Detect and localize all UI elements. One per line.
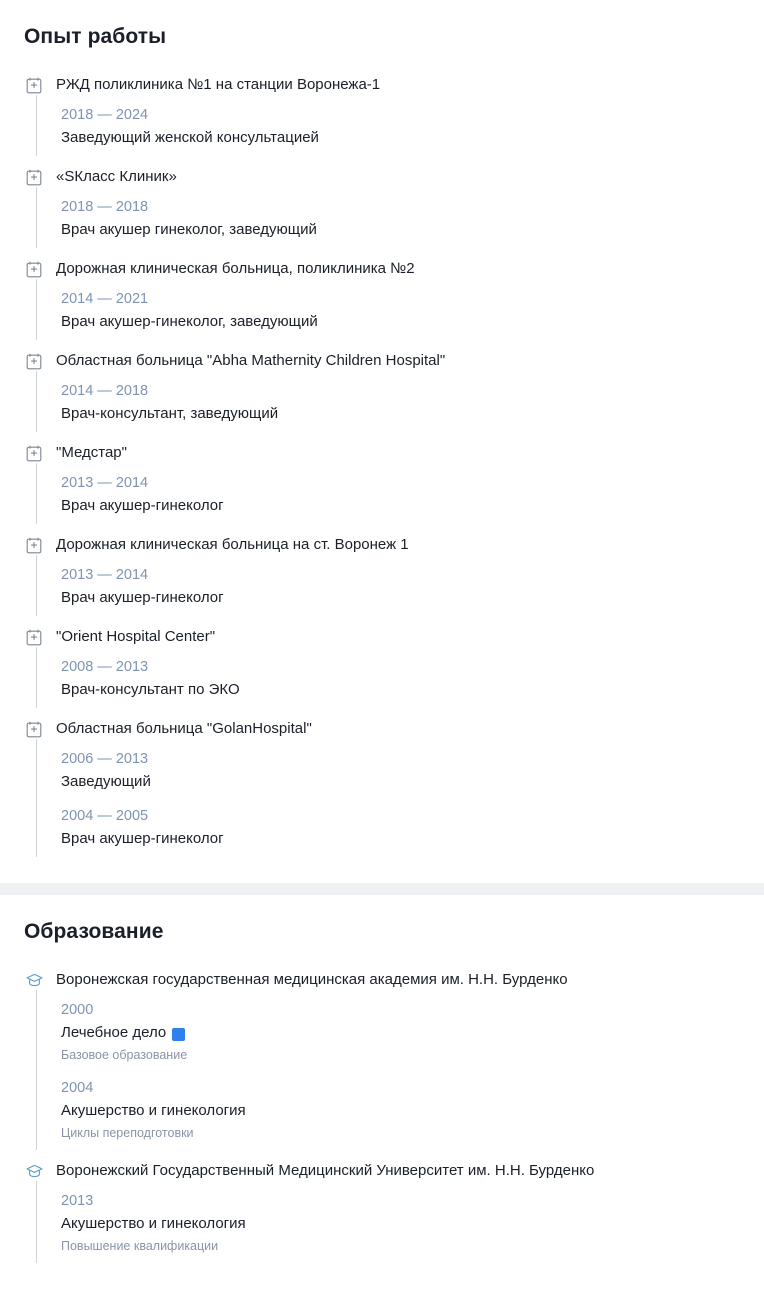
- list-item: [24, 156, 764, 187]
- role-title: [61, 588, 764, 608]
- organization-name: Областная больница "Abha Mathernity Children Hospital": [56, 352, 446, 369]
- education-title: Образование: [24, 920, 164, 943]
- hospital-icon: [24, 75, 44, 95]
- organization-name: Воронежский Государственный Медицинский Университет им. Н.Н. Бурденко: [56, 1162, 595, 1179]
- list-item: [24, 432, 764, 463]
- role-list: [36, 279, 764, 340]
- hospital-icon: [24, 351, 44, 371]
- role-title-text: Врач акушер гинеколог, заведующий: [61, 221, 317, 238]
- role-list: [36, 1181, 764, 1263]
- role-item: [61, 189, 764, 246]
- hospital-icon: [24, 259, 44, 279]
- role-list: [36, 555, 764, 616]
- role-title-text: Заведующий: [61, 773, 151, 790]
- role-period: 2008 — 2013: [61, 659, 149, 675]
- role-item: [61, 1070, 764, 1148]
- role-period: 2013: [61, 1193, 94, 1209]
- role-title: [61, 128, 764, 148]
- role-period: 2014 — 2018: [61, 383, 149, 399]
- role-period: 2018 — 2018: [61, 199, 149, 215]
- role-list: [36, 647, 764, 708]
- experience-list: [0, 64, 764, 857]
- organization-name: "Медстар": [56, 444, 127, 461]
- role-item: [61, 557, 764, 614]
- role-title-text: Врач акушер-гинеколог: [61, 830, 224, 847]
- status-badge: [172, 1028, 185, 1041]
- role-list: [36, 95, 764, 156]
- role-list: [36, 463, 764, 524]
- role-title: [61, 1101, 764, 1121]
- role-title: [61, 496, 764, 516]
- organization-name: РЖД поликлиника №1 на станции Воронежа-1: [56, 76, 381, 93]
- role-period: 2018 — 2024: [61, 107, 149, 123]
- hospital-icon: [24, 719, 44, 739]
- list-item: [24, 340, 764, 371]
- education-list: [0, 959, 764, 1263]
- role-period: 2004 — 2005: [61, 808, 149, 824]
- role-item: [61, 741, 764, 798]
- list-item: [24, 524, 764, 555]
- role-period: 2013 — 2014: [61, 567, 149, 583]
- role-list: [36, 187, 764, 248]
- list-item: [24, 959, 764, 990]
- role-title-text: Врач-консультант, заведующий: [61, 405, 279, 422]
- role-title: [61, 1214, 764, 1234]
- role-subtitle: Базовое образование: [61, 1048, 188, 1062]
- organization-name: Дорожная клиническая больница, поликлиника №2: [56, 260, 415, 277]
- hospital-icon: [24, 167, 44, 187]
- role-period: 2006 — 2013: [61, 751, 149, 767]
- hospital-icon: [24, 535, 44, 555]
- role-item: [61, 798, 764, 855]
- role-subtitle: Циклы переподготовки: [61, 1126, 194, 1140]
- organization-name: «SКласс Клиник»: [56, 168, 177, 185]
- organization-name: "Orient Hospital Center": [56, 628, 216, 645]
- role-title: [61, 312, 764, 332]
- role-title: [61, 680, 764, 700]
- role-period: 2013 — 2014: [61, 475, 149, 491]
- education-section: [0, 895, 764, 1293]
- list-item: [24, 248, 764, 279]
- role-title-text: Врач акушер-гинеколог, заведующий: [61, 313, 318, 330]
- list-item: [24, 616, 764, 647]
- role-list: [36, 739, 764, 857]
- role-list: [36, 371, 764, 432]
- list-item: [24, 64, 764, 95]
- role-item: [61, 465, 764, 522]
- role-item: [61, 649, 764, 706]
- role-title: [61, 220, 764, 240]
- role-item: [61, 373, 764, 430]
- role-item: [61, 97, 764, 154]
- role-period: 2004: [61, 1080, 94, 1096]
- organization-name: Областная больница "GolanHospital": [56, 720, 312, 737]
- graduation-cap-icon: [24, 970, 44, 990]
- role-item: [61, 992, 764, 1070]
- hospital-icon: [24, 443, 44, 463]
- role-subtitle: Повышение квалификации: [61, 1239, 219, 1253]
- role-item: [61, 281, 764, 338]
- role-item: [61, 1183, 764, 1261]
- role-period: 2000: [61, 1002, 94, 1018]
- role-title-text: Лечебное дело: [61, 1024, 167, 1041]
- page-title: Опыт работы: [24, 25, 167, 48]
- list-item: [24, 708, 764, 739]
- organization-name: Воронежская государственная медицинская академия им. Н.Н. Бурденко: [56, 971, 568, 988]
- list-item: [24, 1150, 764, 1181]
- role-title-text: Врач акушер-гинеколог: [61, 497, 224, 514]
- role-title-text: Акушерство и гинекология: [61, 1102, 246, 1119]
- role-title-text: Акушерство и гинекология: [61, 1215, 246, 1232]
- role-title: [61, 1023, 764, 1043]
- role-title-text: Заведующий женской консультацией: [61, 129, 319, 146]
- role-title-text: Врач-консультант по ЭКО: [61, 681, 240, 698]
- role-title-text: Врач акушер-гинеколог: [61, 589, 224, 606]
- role-title: [61, 772, 764, 792]
- hospital-icon: [24, 627, 44, 647]
- role-title: [61, 829, 764, 849]
- role-list: [36, 990, 764, 1150]
- role-period: 2014 — 2021: [61, 291, 149, 307]
- role-title: [61, 404, 764, 424]
- organization-name: Дорожная клиническая больница на ст. Воронеж 1: [56, 536, 409, 553]
- graduation-cap-icon: [24, 1161, 44, 1181]
